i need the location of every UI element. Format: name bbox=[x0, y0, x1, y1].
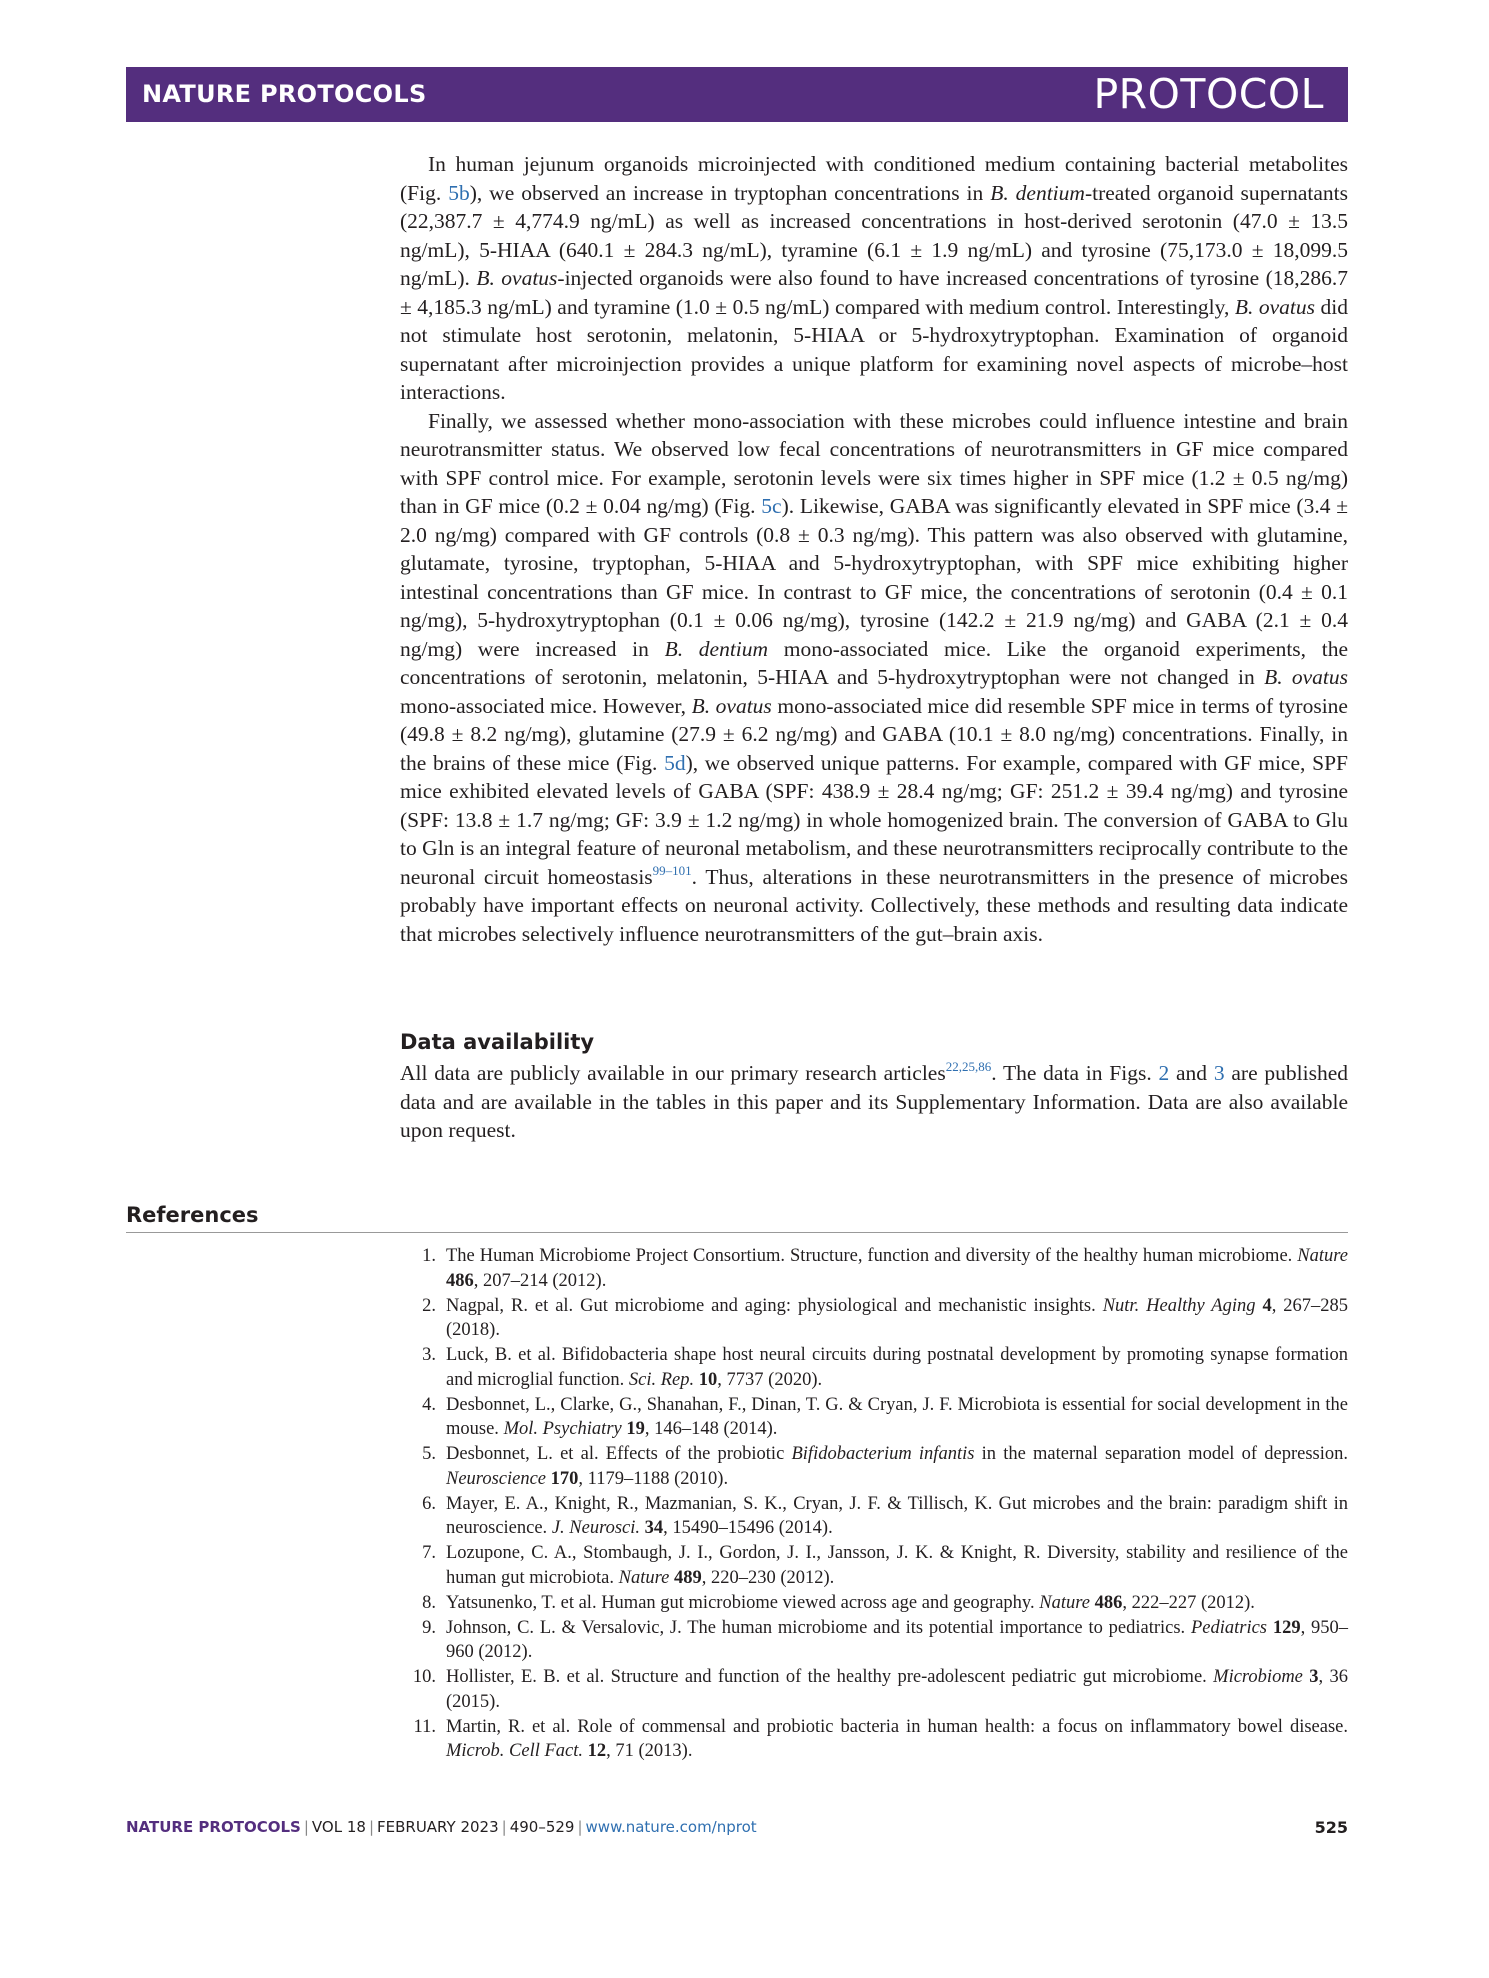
reference-list bbox=[400, 1244, 1348, 1764]
reference-item bbox=[400, 1492, 1348, 1541]
text-run: are published data and are available in the tables in this paper and its Supplementary Information. Data are also available upon request. bbox=[400, 1061, 1349, 1142]
figure-link-5d[interactable]: 5d bbox=[664, 750, 686, 775]
reference-text: The Human Microbiome Project Consortium. Structure, function and diversity of the healthy human microbiome. bbox=[446, 1246, 1298, 1266]
reference-item bbox=[400, 1244, 1348, 1293]
reference-text: in the maternal separation model of depression. bbox=[974, 1444, 1348, 1464]
reference-journal: Nutr. Healthy Aging bbox=[1102, 1295, 1256, 1316]
reference-volume: 34 bbox=[644, 1518, 664, 1538]
reference-item bbox=[400, 1665, 1348, 1714]
reference-journal: Nature bbox=[618, 1567, 670, 1588]
article-type: PROTOCOL bbox=[1093, 70, 1324, 118]
figure-link-3[interactable]: 3 bbox=[1213, 1061, 1225, 1085]
text-run: -injected organoids were also found to have increased concentrations of tyrosine (18,286.7 ± 4,185.3 ng/mL) and tyramine (1.0 ± 0.5 ng/mL) compared with medium control. Interestingly, bbox=[400, 266, 1348, 319]
reference-volume: 489 bbox=[673, 1567, 702, 1588]
reference-text: , 950–960 (2012). bbox=[446, 1617, 1349, 1662]
reference-text: Johnson, C. L. & Versalovic, J. The human microbiome and its potential importance to pediatrics. bbox=[446, 1617, 1191, 1638]
citation-link[interactable]: 22,25,86 bbox=[945, 1059, 992, 1074]
figure-link-5b[interactable]: 5b bbox=[448, 180, 470, 205]
reference-volume: 19 bbox=[626, 1419, 645, 1439]
figure-link-2[interactable]: 2 bbox=[1158, 1061, 1170, 1085]
reference-text: , 267–285 (2018). bbox=[446, 1295, 1349, 1340]
text-run: All data are publicly available in our primary research articles bbox=[400, 1061, 946, 1085]
page-footer: NATURE PROTOCOLS | VOL 18 | FEBRUARY 2023 | 490–529 | www.nature.com/nprot 525 bbox=[126, 1818, 1348, 1837]
reference-volume: 129 bbox=[1272, 1617, 1301, 1638]
reference-journal: Pediatrics bbox=[1190, 1617, 1268, 1638]
reference-text: Mayer, E. A., Knight, R., Mazmanian, S. K., Cryan, J. F. & Tillisch, K. Gut microbes and the brain: paradigm shift in neuroscience. bbox=[446, 1493, 1348, 1538]
text-run: mono-associated mice did resemble SPF mice in terms of tyrosine (49.8 ± 8.2 ng/mg), glutamine (27.9 ± 6.2 ng/mg) and GABA (10.1 ± 8.0 ng/mg) concentrations. Finally, in the brains of these mice (Fig. bbox=[400, 693, 1348, 775]
text-run: mono-associated mice. However, bbox=[400, 693, 692, 718]
reference-volume: 486 bbox=[1094, 1592, 1123, 1613]
reference-journal: Nature bbox=[1297, 1246, 1348, 1266]
reference-number: 1. bbox=[422, 1246, 436, 1266]
reference-journal: Microb. Cell Fact. bbox=[446, 1741, 584, 1761]
reference-number: 2. bbox=[422, 1295, 436, 1316]
reference-text: Luck, B. et al. Bifidobacteria shape host neural circuits during postnatal development by promoting synapse formation and microglial function. bbox=[446, 1345, 1348, 1390]
reference-text: Desbonnet, L. et al. Effects of the probiotic bbox=[446, 1444, 792, 1464]
body-text bbox=[400, 150, 1348, 948]
reference-text: , 220–230 (2012). bbox=[701, 1567, 835, 1588]
footer-url-link[interactable]: www.nature.com/nprot bbox=[585, 1818, 757, 1836]
figure-link-5c[interactable]: 5c bbox=[761, 494, 782, 518]
reference-text: , 15490–15496 (2014). bbox=[663, 1518, 833, 1538]
reference-number: 3. bbox=[422, 1345, 436, 1365]
reference-number: 9. bbox=[422, 1617, 436, 1638]
reference-text: , 71 (2013). bbox=[606, 1741, 693, 1761]
reference-item bbox=[400, 1393, 1348, 1442]
species-name: B. ovatus bbox=[476, 266, 558, 290]
references-divider bbox=[126, 1232, 1348, 1233]
reference-journal: Microbiome bbox=[1213, 1667, 1303, 1687]
reference-item bbox=[400, 1343, 1348, 1392]
reference-text: Yatsunenko, T. et al. Human gut microbiome viewed across age and geography. bbox=[446, 1592, 1040, 1613]
reference-text: Lozupone, C. A., Stombaugh, J. I., Gordon, J. I., Jansson, J. K. & Knight, R. Diversity, stability and resilience of the human gut microbiota. bbox=[446, 1543, 1348, 1588]
journal-name: NATURE PROTOCOLS bbox=[142, 80, 427, 108]
reference-number: 11. bbox=[413, 1716, 436, 1737]
footer-pages: 490–529 bbox=[509, 1818, 575, 1836]
text-run: ), we observed unique patterns. For example, compared with GF mice, SPF mice exhibited elevated levels of GABA (SPF: 438.9 ± 28.4 ng/mg; GF: 251.2 ± 39.4 ng/mg) and tyrosine (SPF: 13.8 ± 1.7 ng/mg; GF: 3.9 ± 1.2 ng/mg) in whole homogenized brain. The conversion of GABA to Glu to Gln is an integral feature of neuronal metabolism, and these neurotransmitters reciprocally contribute to the neuronal circuit homeostasis bbox=[400, 750, 1348, 889]
reference-item bbox=[400, 1715, 1348, 1764]
citation-link[interactable]: 99–101 bbox=[652, 862, 692, 878]
reference-text: , 1179–1188 (2010). bbox=[578, 1468, 729, 1489]
text-run: did not stimulate host serotonin, melatonin, 5-HIAA or 5-hydroxytryptophan. Examination of organoid supernatant after microinjection provides a unique platform for examining novel aspects of microbe–host interactions. bbox=[400, 294, 1348, 404]
reference-number: 8. bbox=[422, 1592, 436, 1613]
species-name: B. ovatus bbox=[691, 693, 772, 718]
reference-text: Nagpal, R. et al. Gut microbiome and aging: physiological and mechanistic insights. bbox=[446, 1295, 1103, 1316]
reference-text: Martin, R. et al. Role of commensal and probiotic bacteria in human health: a focus on inflammatory bowel disease. bbox=[446, 1716, 1348, 1737]
text-run: . The data in Figs. bbox=[991, 1061, 1159, 1085]
footer-date: FEBRUARY 2023 bbox=[377, 1818, 499, 1836]
paragraph-organoids bbox=[400, 150, 1348, 407]
reference-journal: Mol. Psychiatry bbox=[503, 1419, 622, 1439]
data-availability-heading: Data availability bbox=[400, 1030, 595, 1054]
reference-volume: 486 bbox=[446, 1270, 474, 1291]
species-name: B. ovatus bbox=[1264, 665, 1348, 689]
reference-text: , 7737 (2020). bbox=[717, 1369, 823, 1390]
references-heading: References bbox=[126, 1203, 259, 1227]
reference-journal: J. Neurosci. bbox=[551, 1518, 641, 1538]
reference-number: 7. bbox=[422, 1543, 436, 1563]
reference-number: 10. bbox=[412, 1667, 436, 1687]
reference-journal: Nature bbox=[1039, 1592, 1090, 1613]
text-run: -treated organoid supernatants (22,387.7 ± 4,774.9 ng/mL) as well as increased concentrations in host-derived serotonin (47.0 ± 13.5 ng/mL), 5-HIAA (640.1 ± 284.3 ng/mL), tyramine (6.1 ± 1.9 ng/mL) and tyrosine (75,173.0 ± 18,099.5 ng/mL). bbox=[400, 180, 1349, 290]
reference-item bbox=[400, 1442, 1348, 1491]
text-run: . Thus, alterations in these neurotransmitters in the presence of microbes probably have important effects on neuronal activity. Collectively, these methods and resulting data indicate that microbes selectively influence neurotransmitters of the gut–brain axis. bbox=[400, 864, 1348, 946]
page-number: 525 bbox=[1314, 1818, 1348, 1837]
reference-text: , 36 (2015). bbox=[446, 1667, 1349, 1712]
species-name: B. ovatus bbox=[1234, 294, 1316, 319]
reference-item bbox=[400, 1541, 1348, 1590]
data-availability-text bbox=[400, 1059, 1348, 1145]
text-run: Finally, we assessed whether mono-association with these microbes could influence intestine and brain neurotransmitter status. We observed low fecal concentrations of neurotransmitters in GF mice compared with SPF control mice. For example, serotonin levels were six times higher in SPF mice (1.2 ± 0.5 ng/mg) than in GF mice (0.2 ± 0.04 ng/mg) (Fig. bbox=[400, 408, 1348, 518]
reference-item bbox=[400, 1616, 1348, 1665]
text-run: In human jejunum organoids microinjected with conditioned medium containing bacterial metabolites (Fig. bbox=[400, 152, 1348, 205]
species-name: B. dentium bbox=[664, 636, 769, 661]
footer-journal: NATURE PROTOCOLS bbox=[126, 1818, 301, 1836]
reference-text: Hollister, E. B. et al. Structure and function of the healthy pre-adolescent pediatric gut microbiome. bbox=[446, 1667, 1214, 1687]
reference-volume: 12 bbox=[587, 1741, 607, 1761]
reference-volume: 4 bbox=[1262, 1295, 1272, 1316]
reference-journal: Neuroscience bbox=[446, 1468, 546, 1489]
reference-item bbox=[400, 1591, 1348, 1616]
journal-header-bar bbox=[126, 67, 1348, 122]
footer-volume: VOL 18 bbox=[311, 1818, 366, 1836]
reference-item bbox=[400, 1294, 1348, 1343]
reference-number: 6. bbox=[422, 1493, 436, 1514]
reference-text: Desbonnet, L., Clarke, G., Shanahan, F., Dinan, T. G. & Cryan, J. F. Microbiota is essential for social development in the mouse. bbox=[446, 1394, 1348, 1439]
reference-text: , 146–148 (2014). bbox=[644, 1419, 778, 1439]
reference-volume: 170 bbox=[550, 1468, 579, 1489]
reference-number: 4. bbox=[422, 1394, 436, 1415]
reference-volume: 10 bbox=[698, 1369, 718, 1390]
reference-journal: Sci. Rep. bbox=[628, 1369, 695, 1390]
reference-volume: 3 bbox=[1309, 1667, 1319, 1687]
species-name: B. dentium bbox=[990, 180, 1085, 205]
paragraph-mono-association bbox=[400, 407, 1348, 949]
reference-italic: Bifidobacterium infantis bbox=[791, 1444, 975, 1464]
reference-text: , 222–227 (2012). bbox=[1122, 1592, 1255, 1613]
text-run: and bbox=[1169, 1061, 1214, 1085]
text-run: ). Likewise, GABA was significantly elevated in SPF mice (3.4 ± 2.0 ng/mg) compared with GF controls (0.8 ± 0.3 ng/mg). This pattern was also observed with glutamine, glutamate, tyrosine, tryptophan, 5-HIAA and 5-hydroxytryptophan, with SPF mice exhibiting higher intestinal concentrations than GF mice. In contrast to GF mice, the concentrations of serotonin (0.4 ± 0.1 ng/mg), 5-hydroxytryptophan (0.1 ± 0.06 ng/mg), tyrosine (142.2 ± 21.9 ng/mg) and GABA (2.1 ± 0.4 ng/mg) were increased in bbox=[400, 494, 1348, 661]
reference-number: 5. bbox=[422, 1444, 436, 1464]
reference-text: , 207–214 (2012). bbox=[473, 1270, 607, 1291]
text-run: mono-associated mice. Like the organoid experiments, the concentrations of serotonin, melatonin, 5-HIAA and 5-hydroxytryptophan were not changed in bbox=[400, 636, 1349, 689]
text-run: ), we observed an increase in tryptophan concentrations in bbox=[469, 180, 991, 205]
